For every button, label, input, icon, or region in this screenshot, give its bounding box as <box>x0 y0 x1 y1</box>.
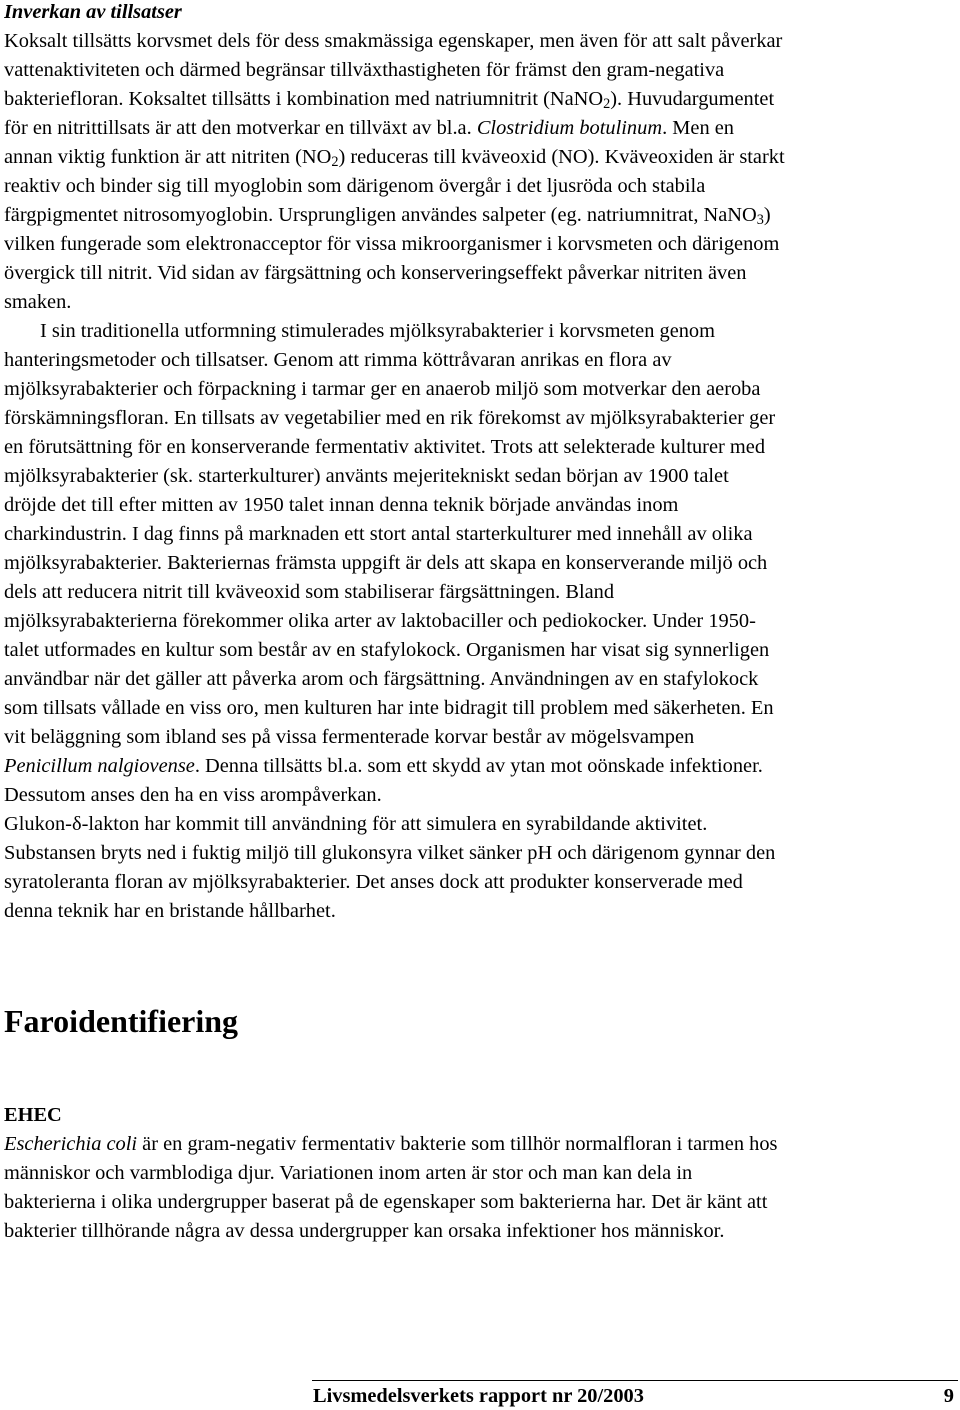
text-line: bakterier tillhörande några av dessa undergrupper kan orsaka infektioner hos människor. <box>4 1220 725 1242</box>
text-run: är en gram-negativ fermentativ bakterie som tillhör normalfloran i tarmen hos <box>137 1133 778 1155</box>
text-run: färgpigmentet nitrosomyoglobin. Ursprungligen användes salpeter (eg. natriumnitrat, NaNO <box>4 204 757 226</box>
text-line: dröjde det till efter mitten av 1950 talet innan denna teknik började användas inom <box>4 494 679 516</box>
text-line: Koksalt tillsätts korvsmet dels för dess smakmässiga egenskaper, men även för att salt påverkar <box>4 30 783 52</box>
text-line: bakterierna i olika undergrupper baserat på de egenskaper som bakterierna har. Det är känt att <box>4 1191 768 1213</box>
text-line: förskämningsfloran. En tillsats av vegetabilier med en rik förekomst av mjölksyrabakterier ger <box>4 407 776 429</box>
text-run: annan viktig funktion är att nitriten (NO <box>4 146 332 168</box>
footer-report-title: Livsmedelsverkets rapport nr 20/2003 <box>313 1385 644 1407</box>
text-line: dels att reducera nitrit till kväveoxid som stabiliserar färgsättningen. Bland <box>4 581 615 603</box>
text-run: . Denna tillsätts bl.a. som ett skydd av ytan mot oönskade infektioner. <box>194 755 763 777</box>
text-line: reaktiv och binder sig till myoglobin som därigenom övergår i det ljusröda och stabila <box>4 175 706 197</box>
text-line: denna teknik har en bristande hållbarhet. <box>4 900 336 922</box>
section-heading: Inverkan av tillsatser <box>4 1 182 23</box>
text-line: människor och varmblodiga djur. Variationen inom arten är stor och man kan dela in <box>4 1162 693 1184</box>
text-line <box>4 1130 957 1159</box>
text-line: charkindustrin. I dag finns på marknaden ett stort antal starterkulturer med innehåll av olika <box>4 523 753 545</box>
text-line: mjölksyrabakterierna förekommer olika arter av laktobaciller och pediokocker. Under 1950- <box>4 610 756 632</box>
text-run: ) <box>763 204 771 226</box>
text-line: talet utformades en kultur som består av en stafylokock. Organismen har visat sig synnerligen <box>4 639 770 661</box>
text-line: övergick till nitrit. Vid sidan av färgsättning och konserveringseffekt påverkar nitriten även <box>4 262 747 284</box>
section-title: Faroidentifiering <box>4 1003 239 1039</box>
text-line: syratoleranta floran av mjölksyrabakterier. Det anses dock att produkter konserverade med <box>4 871 743 893</box>
text-line: mjölksyrabakterier och förpackning i tarmar ger en anaerob miljö som motverkar den aeroba <box>4 378 761 400</box>
text-line: en förutsättning för en konserverande fermentativ aktivitet. Trots att selekterade kulturer med <box>4 436 766 458</box>
text-line <box>4 114 957 143</box>
text-line: Dessutom anses den ha en viss arompåverkan. <box>4 784 382 806</box>
text-line <box>4 85 957 114</box>
text-run: ) reduceras till kväveoxid (NO). Kväveoxiden är starkt <box>338 146 785 168</box>
text-line: som tillsats vållade en viss oro, men kulturen har inte bidragit till problem med säkerheten. En <box>4 697 774 719</box>
text-line: vilken fungerade som elektronacceptor för vissa mikroorganismer i korvsmeten och därigenom <box>4 233 780 255</box>
text-line: mjölksyrabakterier (sk. starterkulturer) använts mejeritekniskt sedan början av 1900 talet <box>4 465 729 487</box>
text-line: vattenaktiviteten och därmed begränsar tillväxthastigheten för främst den gram-negativa <box>4 59 725 81</box>
text-run: bakteriefloran. Koksaltet tillsätts i kombination med natriumnitrit (NaNO <box>4 88 604 110</box>
page-number: 9 <box>943 1385 954 1407</box>
text-line: hanteringsmetoder och tillsatser. Genom att rimma köttråvaran anrikas en flora av <box>4 349 672 371</box>
section-additives <box>4 0 957 926</box>
text-run: för en nitrittillsats är att den motverkar en tillväxt av bl.a. <box>4 117 477 139</box>
species-name: Escherichia coli <box>4 1133 138 1155</box>
text-line <box>4 201 957 230</box>
species-name: Penicillum nalgiovense <box>4 755 195 777</box>
text-line: vit beläggning som ibland ses på vissa fermenterade korvar består av mögelsvampen <box>4 726 695 748</box>
text-run: ). Huvudargumentet <box>610 88 775 110</box>
subscript: 3 <box>756 212 764 229</box>
text-line <box>4 752 957 781</box>
text-line: I sin traditionella utformning stimulerades mjölksyrabakterier i korvsmeten genom <box>40 320 715 342</box>
text-run: . Men en <box>662 117 734 139</box>
subscript: 2 <box>603 96 611 113</box>
section-ehec <box>4 1130 957 1246</box>
text-line: Substansen bryts ned i fuktig miljö till glukonsyra vilket sänker pH och därigenom gynnar den <box>4 842 776 864</box>
text-line: mjölksyrabakterier. Bakteriernas främsta uppgift är dels att skapa en konserverande miljö och <box>4 552 768 574</box>
text-line <box>4 143 957 172</box>
text-line: smaken. <box>4 291 72 313</box>
subscript: 2 <box>331 154 339 171</box>
subsection-heading: EHEC <box>4 1104 62 1126</box>
species-name: Clostridium botulinum <box>476 117 663 139</box>
footer-divider <box>312 1380 958 1381</box>
text-line: användbar när det gäller att påverka arom och färgsättning. Användningen av en stafylokock <box>4 668 759 690</box>
text-line: Glukon-δ-lakton har kommit till användning för att simulera en syrabildande aktivitet. <box>4 813 708 835</box>
